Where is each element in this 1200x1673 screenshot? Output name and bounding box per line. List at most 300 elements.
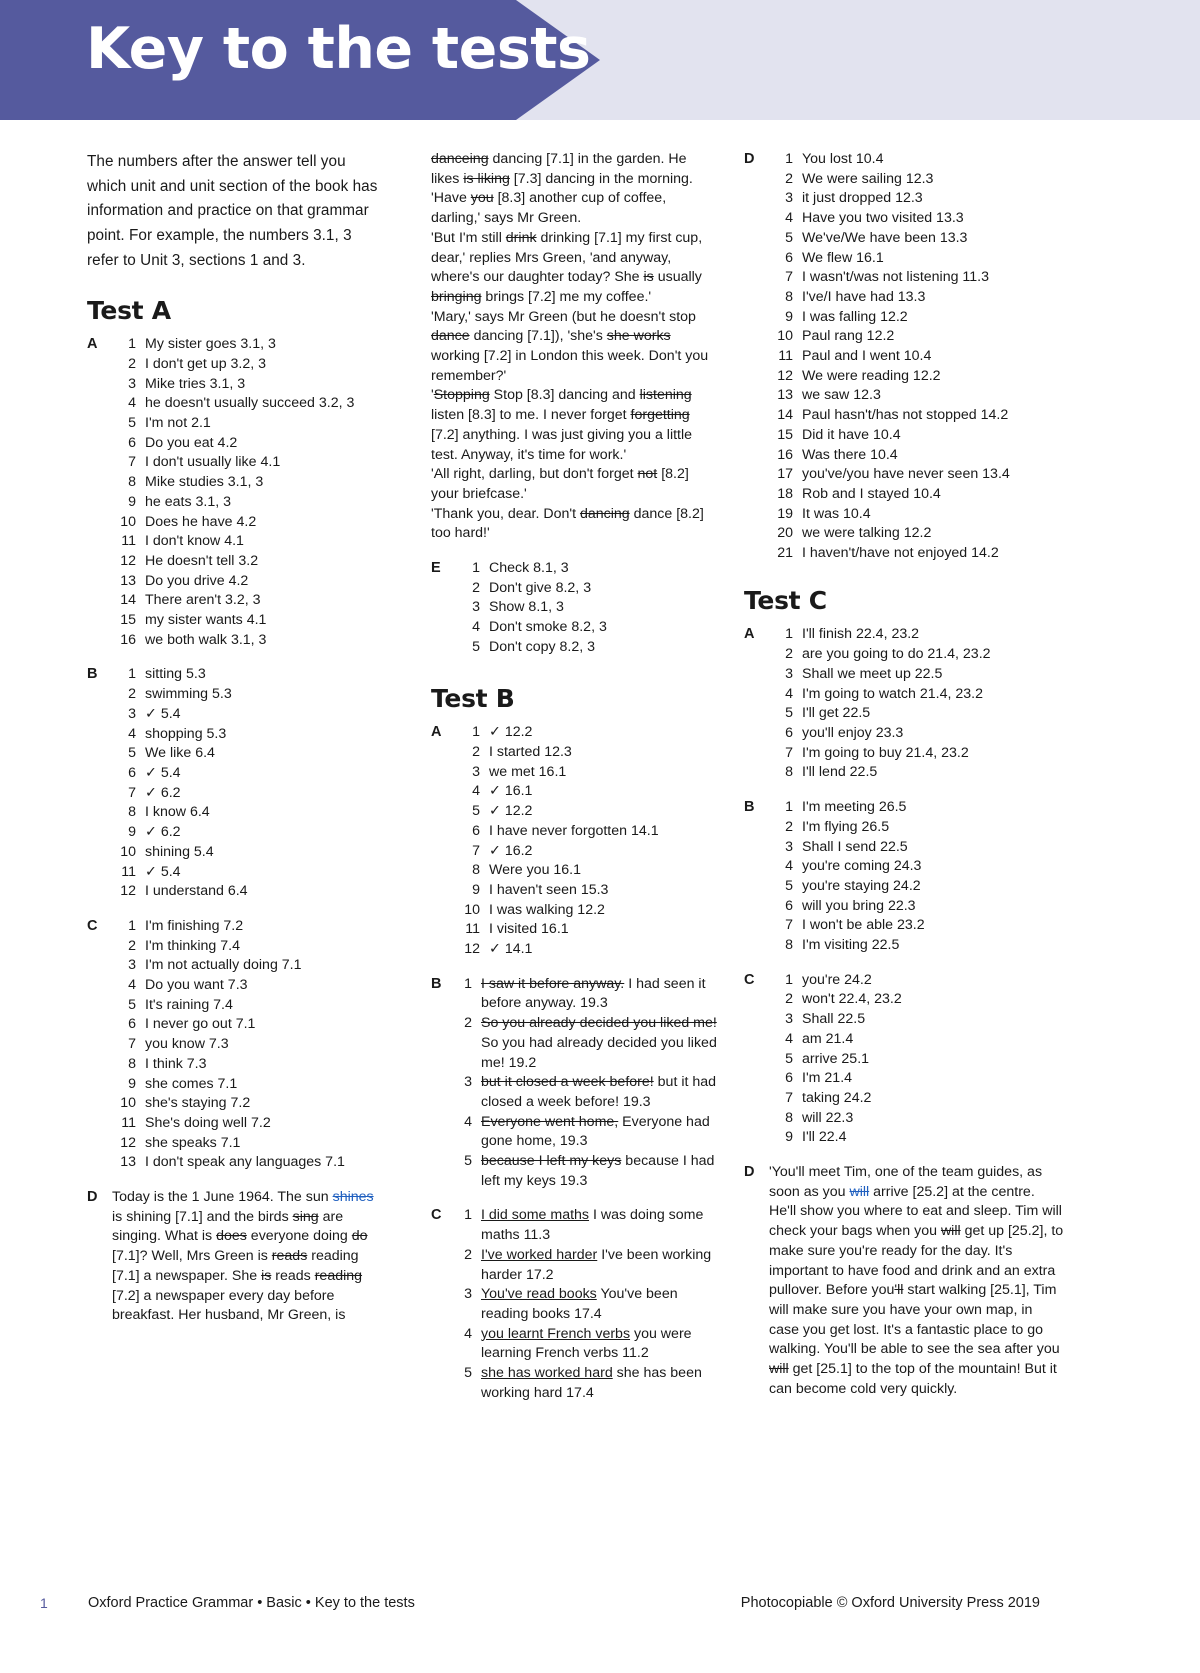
underlined-text: I've worked harder [481, 1246, 598, 1263]
test-a-section-d-continued [431, 150, 717, 544]
answer-item [456, 842, 717, 862]
answer-item [769, 1069, 1064, 1089]
answer-number: 7 [472, 842, 480, 859]
answer-item [769, 485, 1064, 505]
answer-number: 11 [778, 348, 793, 365]
section-body [112, 1188, 387, 1326]
answer-text: I was falling 12.2 [802, 308, 908, 325]
passage-paragraph: 'Stopping Stop [8.3] dancing and listening listen [8.3] to me. I never forget forgetting [7.2] anything. I was just giving you a little test. Anyway, it's time for work.' [431, 387, 693, 463]
answer-item [112, 744, 387, 764]
answer-item [769, 446, 1064, 466]
page-header-banner [0, 0, 1200, 120]
answer-text: am 21.4 [802, 1030, 854, 1047]
answer-number: 2 [472, 743, 480, 760]
struck-text: sing [292, 1208, 319, 1225]
answer-number: 2 [128, 355, 136, 372]
answer-item [769, 763, 1064, 783]
check-icon: ✓ [489, 803, 501, 820]
answer-item [112, 764, 387, 784]
struck-text: she works [606, 328, 671, 345]
answer-item [112, 335, 387, 355]
answer-number: 6 [785, 724, 793, 741]
section-letter: E [431, 560, 441, 577]
answer-item [112, 1094, 387, 1114]
answer-item [456, 723, 717, 743]
check-icon: ✓ [489, 724, 501, 741]
answer-item [769, 916, 1064, 936]
check-icon: ✓ [489, 842, 501, 859]
answer-number: 3 [128, 705, 136, 722]
struck-text: but it closed a week before! [481, 1074, 654, 1091]
test-c-section-c [744, 971, 1064, 1148]
answer-number: 2 [464, 1246, 472, 1263]
answer-item [456, 920, 717, 940]
page-columns [0, 150, 1200, 1403]
answer-item [112, 394, 387, 414]
struck-text: Everyone went home, [481, 1113, 619, 1130]
answer-text: I'll finish 22.4, 23.2 [802, 626, 920, 643]
answer-item [456, 1152, 717, 1191]
struck-text: danceing [431, 151, 489, 167]
answer-text: We flew 16.1 [802, 249, 884, 266]
struck-text: does [216, 1228, 247, 1245]
test-c-section-a [744, 625, 1064, 783]
column-2 [431, 150, 717, 1403]
answer-item [112, 631, 387, 651]
section-letter: B [431, 975, 442, 992]
answer-item [769, 367, 1064, 387]
section-letter: A [744, 626, 755, 643]
column-3 [744, 150, 1064, 1403]
answer-number: 11 [465, 921, 480, 938]
answer-item [769, 170, 1064, 190]
answer-item [769, 386, 1064, 406]
answer-item [769, 308, 1064, 328]
answer-item [769, 685, 1064, 705]
answer-number: 9 [128, 493, 136, 510]
answer-item [112, 513, 387, 533]
answer-list [456, 723, 717, 959]
answer-item [112, 552, 387, 572]
answer-number: 4 [472, 619, 480, 636]
answer-item [769, 406, 1064, 426]
answer-number: 3 [785, 665, 793, 682]
answer-text: So you already decided you liked me! So you had already decided you liked me! 19.2 [481, 1015, 717, 1071]
answer-number: 4 [785, 685, 793, 702]
answer-number: 6 [785, 1070, 793, 1087]
answer-number: 13 [777, 387, 793, 404]
answer-text: Was there 10.4 [802, 446, 898, 463]
answer-number: 11 [121, 533, 136, 550]
answer-text: I'm going to watch 21.4, 23.2 [802, 685, 983, 702]
answer-item [769, 877, 1064, 897]
section-body [456, 559, 717, 658]
answer-item [769, 465, 1064, 485]
answer-number: 15 [120, 612, 136, 629]
intro-block [87, 150, 387, 274]
answer-item [112, 882, 387, 902]
answer-item [112, 665, 387, 685]
answer-number: 1 [472, 560, 480, 577]
answer-number: 3 [128, 957, 136, 974]
answer-number: 2 [785, 818, 793, 835]
answer-number: 14 [120, 592, 136, 609]
footer-copyright: Photocopiable © Oxford University Press 2019 [740, 1595, 1040, 1611]
answer-item [112, 434, 387, 454]
passage-text-continued [431, 150, 717, 544]
answer-number: 5 [464, 1153, 472, 1170]
answer-list [112, 335, 387, 650]
section-letter: A [431, 724, 442, 741]
struck-text: is liking [463, 170, 510, 187]
answer-text: I don't usually like 4.1 [145, 454, 281, 471]
answer-text: Were you 16.1 [489, 862, 582, 879]
answer-item [112, 1055, 387, 1075]
answer-item [112, 375, 387, 395]
struck-text: do [351, 1228, 368, 1245]
answer-text: You lost 10.4 [802, 151, 884, 167]
answer-text: I'm 21.4 [802, 1070, 853, 1087]
answer-number: 12 [464, 941, 480, 958]
struck-text: reads [271, 1248, 308, 1265]
answer-text: but it closed a week before! but it had closed a week before! 19.3 [481, 1074, 717, 1110]
answer-number: 17 [777, 466, 793, 483]
section-body [769, 625, 1064, 783]
answer-number: 4 [785, 210, 793, 227]
answer-text: You've read books You've been reading books 17.4 [481, 1286, 678, 1322]
answer-text: ✓ 12.2 [489, 803, 533, 820]
answer-item [456, 822, 717, 842]
answer-text: I don't get up 3.2, 3 [145, 355, 267, 372]
answer-number: 12 [777, 367, 793, 384]
answer-item [112, 823, 387, 843]
answer-item [456, 861, 717, 881]
answer-number: 3 [785, 838, 793, 855]
section-letter: C [431, 1207, 442, 1224]
answer-item [769, 544, 1064, 564]
answer-number: 1 [785, 799, 793, 816]
page-title: Key to the tests [86, 16, 591, 82]
answer-item [769, 505, 1064, 525]
footer-book-title: Oxford Practice Grammar • Basic • Key to the tests [88, 1595, 415, 1611]
answer-text: ✓ 14.1 [489, 941, 533, 958]
passage-paragraph: 'But I'm still drink drinking [7.1] my first cup, dear,' replies Mrs Green, 'and anyway, where's our daughter today? She is usually bringing brings [7.2] me my coffee.' [431, 229, 703, 305]
answer-text: I understand 6.4 [145, 883, 248, 900]
answer-number: 9 [472, 881, 480, 898]
answer-item [769, 249, 1064, 269]
answer-item [769, 1089, 1064, 1109]
answer-number: 8 [472, 862, 480, 879]
answer-text: I don't speak any languages 7.1 [145, 1154, 345, 1171]
answer-item [456, 802, 717, 822]
answer-text: He doesn't tell 3.2 [145, 552, 259, 569]
passage-paragraph: 'Thank you, dear. Don't dancing dance [8.2] too hard!' [431, 505, 704, 542]
test-a-section-d [87, 1188, 387, 1326]
answer-item [112, 473, 387, 493]
check-icon: ✓ [489, 941, 501, 958]
underlined-text: you learnt French verbs [481, 1325, 631, 1342]
check-icon: ✓ [145, 705, 157, 722]
answer-item [769, 665, 1064, 685]
answer-item [769, 625, 1064, 645]
section-body [769, 798, 1064, 956]
answer-number: 7 [785, 744, 793, 761]
answer-text: I'll get 22.5 [802, 705, 871, 722]
answer-text: Do you drive 4.2 [145, 572, 249, 589]
answer-item [456, 1206, 717, 1245]
answer-text: I never go out 7.1 [145, 1016, 256, 1033]
struck-text: will [769, 1361, 789, 1378]
answer-number: 7 [128, 454, 136, 471]
answer-number: 9 [785, 308, 793, 325]
answer-number: 9 [128, 824, 136, 841]
struck-text: will [940, 1223, 961, 1240]
passage-paragraph: 'Have you [8.3] another cup of coffee, darling,' says Mr Green. [431, 190, 667, 227]
answer-item [769, 209, 1064, 229]
answer-text: sitting 5.3 [145, 666, 206, 683]
test-b-heading: Test B [431, 683, 515, 713]
answer-number: 4 [464, 1325, 472, 1342]
answer-item [112, 493, 387, 513]
section-body [456, 723, 717, 959]
answer-number: 5 [785, 1050, 793, 1067]
answer-text: Paul hasn't/has not stopped 14.2 [802, 407, 1009, 424]
answer-item [456, 579, 717, 599]
answer-item [456, 1113, 717, 1152]
answer-item [112, 453, 387, 473]
answer-item [769, 897, 1064, 917]
column-1 [87, 150, 387, 1403]
answer-text: shopping 5.3 [145, 725, 227, 742]
answer-number: 3 [785, 1011, 793, 1028]
answer-text: she speaks 7.1 [145, 1134, 241, 1151]
answer-number: 6 [128, 434, 136, 451]
answer-number: 5 [128, 996, 136, 1013]
test-a-section-a [87, 335, 387, 650]
answer-text: it just dropped 12.3 [802, 190, 923, 207]
answer-item [456, 598, 717, 618]
answer-text: Shall 22.5 [802, 1011, 866, 1028]
answer-text: We were sailing 12.3 [802, 170, 934, 187]
answer-list [769, 798, 1064, 956]
answer-number: 13 [120, 1154, 136, 1171]
check-icon: ✓ [145, 824, 157, 841]
answer-item [112, 1075, 387, 1095]
answer-number: 2 [464, 1015, 472, 1032]
answer-item [769, 990, 1064, 1010]
answer-item [112, 784, 387, 804]
passage-paragraph: Today is the 1 June 1964. The sun shines is shining [7.1] and the birds sing are singing. What is does everyone doing do [7.1]? Well, Mrs Green is reads reading [7.1] a newspaper. She is reads reading [7.2] a newspaper every day before breakfast. Her husband, Mr Green, is [112, 1189, 374, 1324]
answer-number: 11 [121, 1114, 136, 1131]
answer-text: ✓ 12.2 [489, 724, 533, 741]
answer-number: 2 [472, 579, 480, 596]
struck-text: reading [314, 1267, 363, 1284]
answer-number: 14 [777, 407, 793, 424]
answer-number: 5 [785, 229, 793, 246]
answer-number: 5 [464, 1365, 472, 1382]
answer-number: 2 [785, 991, 793, 1008]
answer-text: arrive 25.1 [802, 1050, 870, 1067]
struck-text: is [643, 269, 654, 286]
answer-number: 2 [128, 937, 136, 954]
answer-text: Everyone went home, Everyone had gone home, 19.3 [481, 1113, 710, 1150]
answer-text: I started 12.3 [489, 743, 572, 760]
answer-text: Mike studies 3.1, 3 [145, 474, 264, 491]
answer-item [112, 976, 387, 996]
answer-item [112, 843, 387, 863]
answer-text: you're 24.2 [802, 971, 872, 988]
answer-item [769, 818, 1064, 838]
answer-number: 7 [785, 1089, 793, 1106]
answer-text: I did some maths I was doing some maths 11.3 [481, 1207, 704, 1244]
answer-item [769, 798, 1064, 818]
answer-item [456, 638, 717, 658]
section-letter: C [744, 971, 755, 988]
answer-item [112, 611, 387, 631]
answer-item [112, 1015, 387, 1035]
answer-text: you've/you have never seen 13.4 [802, 466, 1010, 483]
struck-text: So you already decided you liked me! [481, 1015, 717, 1032]
answer-number: 6 [128, 764, 136, 781]
answer-item [112, 1153, 387, 1173]
answer-number: 5 [472, 803, 480, 820]
answer-list [112, 665, 387, 901]
answer-item [112, 1134, 387, 1154]
answer-item [112, 355, 387, 375]
check-icon: ✓ [145, 784, 157, 801]
answer-item [112, 956, 387, 976]
answer-text: I'm flying 26.5 [802, 818, 890, 835]
answer-text: I'll lend 22.5 [802, 764, 878, 781]
answer-item [112, 705, 387, 725]
answer-text: we met 16.1 [489, 763, 567, 780]
answer-item [112, 572, 387, 592]
answer-text: I wasn't/was not listening 11.3 [802, 269, 989, 286]
answer-number: 7 [128, 1036, 136, 1053]
answer-item [769, 838, 1064, 858]
answer-number: 10 [120, 1095, 136, 1112]
section-letter: D [87, 1189, 98, 1206]
answer-text: Do you eat 4.2 [145, 434, 238, 451]
answer-number: 15 [777, 426, 793, 443]
passage-text [769, 1163, 1064, 1399]
struck-correction-blue: shines [332, 1189, 374, 1206]
answer-number: 2 [128, 686, 136, 703]
test-b-section-d [744, 150, 1064, 564]
answer-text: we both walk 3.1, 3 [145, 631, 267, 648]
answer-item [112, 917, 387, 937]
section-body [112, 917, 387, 1173]
answer-number: 4 [785, 858, 793, 875]
answer-item [769, 704, 1064, 724]
answer-item [456, 1246, 717, 1285]
struck-text: listening [639, 387, 692, 404]
answer-number: 16 [120, 631, 136, 648]
answer-item [456, 881, 717, 901]
struck-text: because I left my keys [481, 1153, 622, 1170]
answer-text: ✓ 16.1 [489, 783, 533, 800]
section-letter: B [744, 799, 755, 816]
answer-text: I was walking 12.2 [489, 901, 605, 918]
answer-item [112, 803, 387, 823]
answer-number: 3 [464, 1286, 472, 1303]
struck-text: dancing [579, 505, 630, 522]
answer-list [112, 917, 387, 1173]
answer-number: 10 [120, 513, 136, 530]
section-body [769, 971, 1064, 1148]
answer-number: 9 [128, 1075, 136, 1092]
answer-list [769, 625, 1064, 783]
answer-text: We like 6.4 [145, 745, 215, 762]
answer-item [769, 1030, 1064, 1050]
answer-text: We've/We have been 13.3 [802, 229, 968, 246]
answer-number: 1 [128, 336, 136, 353]
answer-number: 6 [785, 249, 793, 266]
answer-text: you learnt French verbs you were learning French verbs 11.2 [481, 1325, 692, 1362]
section-letter: D [744, 151, 755, 167]
answer-number: 5 [472, 638, 480, 655]
struck-text: I saw it before anyway. [481, 975, 625, 992]
test-c-heading: Test C [744, 585, 827, 615]
answer-text: Rob and I stayed 10.4 [802, 485, 941, 502]
answer-item [769, 426, 1064, 446]
answer-text: Check 8.1, 3 [489, 560, 569, 577]
answer-item [112, 863, 387, 883]
answer-item [456, 1073, 717, 1112]
answer-item [769, 524, 1064, 544]
answer-number: 4 [128, 977, 136, 994]
answer-text: Does he have 4.2 [145, 513, 257, 530]
answer-number: 5 [785, 705, 793, 722]
answer-text: I don't know 4.1 [145, 533, 244, 550]
answer-item [112, 414, 387, 434]
intro-text: The numbers after the answer tell you which unit and unit section of the book has information and practice on that grammar point. For example, the numbers 3.1, 3 refer to Unit 3, sections 1 and 3. [87, 153, 378, 269]
answer-text: ✓ 5.4 [145, 863, 181, 880]
answer-text: I'll 22.4 [802, 1129, 847, 1146]
answer-number: 3 [472, 763, 480, 780]
answer-text: Shall we meet up 22.5 [802, 665, 943, 682]
answer-list [769, 971, 1064, 1148]
answer-text: shining 5.4 [145, 843, 214, 860]
answer-number: 4 [128, 725, 136, 742]
answer-number: 1 [128, 666, 136, 683]
answer-item [769, 229, 1064, 249]
answer-text: I won't be able 23.2 [802, 917, 925, 934]
answer-text: my sister wants 4.1 [145, 612, 267, 629]
underlined-text: I did some maths [481, 1207, 590, 1224]
answer-item [769, 150, 1064, 170]
answer-item [112, 591, 387, 611]
answer-number: 1 [128, 917, 136, 934]
answer-text: Don't smoke 8.2, 3 [489, 619, 607, 636]
answer-number: 8 [785, 1109, 793, 1126]
answer-text: Don't copy 8.2, 3 [489, 638, 596, 655]
answer-list [456, 975, 717, 1192]
struck-text: forgetting [630, 407, 690, 424]
test-b-section-b [431, 975, 717, 1192]
answer-number: 10 [777, 328, 793, 345]
answer-item [769, 1109, 1064, 1129]
answer-number: 4 [464, 1113, 472, 1130]
section-letter: D [744, 1164, 755, 1181]
answer-number: 4 [785, 1030, 793, 1047]
answer-text: she comes 7.1 [145, 1075, 238, 1092]
answer-number: 16 [777, 446, 793, 463]
answer-text: because I left my keys because I had left my keys 19.3 [481, 1153, 715, 1189]
answer-item [112, 725, 387, 745]
struck-text: is [261, 1267, 272, 1284]
answer-number: 3 [464, 1074, 472, 1091]
